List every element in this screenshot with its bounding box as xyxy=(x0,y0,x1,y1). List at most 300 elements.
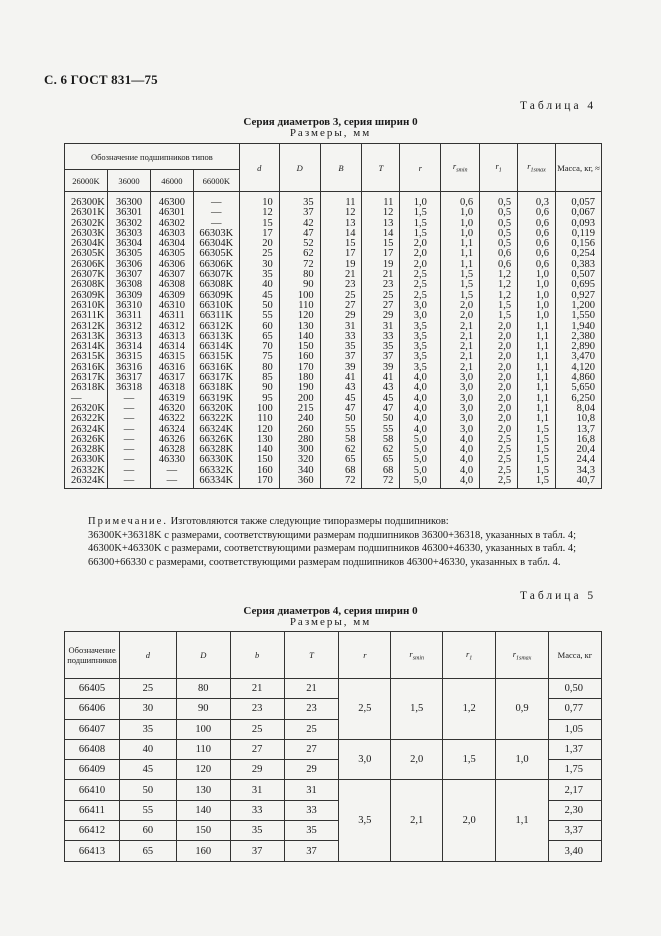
table-cell: — xyxy=(193,219,239,229)
table-cell: 2,30 xyxy=(548,800,601,820)
table-cell: 100 xyxy=(176,719,230,739)
table-cell: 110 xyxy=(279,301,320,311)
table-cell: 41 xyxy=(320,373,362,383)
table-cell: 80 xyxy=(239,363,279,373)
table-cell: 2,890 xyxy=(555,342,601,352)
table-row xyxy=(65,208,602,218)
table-cell: 190 xyxy=(279,383,320,393)
table-cell: 1,1 xyxy=(518,352,556,362)
table-cell: 36310 xyxy=(107,301,150,311)
table-cell: 45 xyxy=(320,394,362,404)
table-cell: 0,695 xyxy=(555,280,601,290)
table-cell: — xyxy=(150,466,193,476)
table-cell: 26313K xyxy=(65,332,108,342)
table-cell: 130 xyxy=(279,322,320,332)
table-cell: 26307K xyxy=(65,270,108,280)
table-cell: 3,5 xyxy=(400,352,441,362)
table-cell: 1,5 xyxy=(480,311,518,321)
table-cell: 0,6 xyxy=(518,208,556,218)
table-cell: 0,6 xyxy=(518,260,556,270)
table-cell: 10,8 xyxy=(555,414,601,424)
table-cell: 66411 xyxy=(65,800,120,820)
table-cell: 34,3 xyxy=(555,466,601,476)
table-cell: 66332K xyxy=(193,466,239,476)
table-cell: 280 xyxy=(279,435,320,445)
table-cell: 55 xyxy=(362,425,400,435)
table-cell: 47 xyxy=(279,229,320,239)
table-cell: 1,550 xyxy=(555,311,601,321)
table-cell: 46315 xyxy=(150,352,193,362)
table-cell: 41 xyxy=(362,373,400,383)
table-cell: 340 xyxy=(279,466,320,476)
table-cell: 23 xyxy=(362,280,400,290)
table-cell: 26308K xyxy=(65,280,108,290)
table-cell: 0,057 xyxy=(555,192,601,209)
table-cell: 36308 xyxy=(107,280,150,290)
table-cell: 5,0 xyxy=(400,455,441,465)
table-cell: — xyxy=(193,208,239,218)
table-cell: 46304 xyxy=(150,239,193,249)
table-cell: 58 xyxy=(362,435,400,445)
table5-header-d: d xyxy=(119,632,176,679)
table-cell: 20 xyxy=(239,239,279,249)
table-cell: 4,0 xyxy=(400,394,441,404)
table-cell: 4,0 xyxy=(441,435,480,445)
table-cell: 1,5 xyxy=(441,280,480,290)
table-cell: 320 xyxy=(279,455,320,465)
table-cell: 130 xyxy=(239,435,279,445)
table5-header-b: b xyxy=(230,632,284,679)
table-cell: 36307 xyxy=(107,270,150,280)
table-cell: 40,7 xyxy=(555,476,601,489)
table-row xyxy=(65,219,602,229)
table-cell: 0,067 xyxy=(555,208,601,218)
table-cell: 2,5 xyxy=(480,455,518,465)
table-cell: 26317K xyxy=(65,373,108,383)
table-cell: 36304 xyxy=(107,239,150,249)
table-cell: 1,5 xyxy=(441,270,480,280)
table-cell: — xyxy=(107,476,150,489)
table-cell: 68 xyxy=(320,466,362,476)
table-cell: 2,5 xyxy=(480,445,518,455)
table-cell: 31 xyxy=(362,322,400,332)
table-cell: 25 xyxy=(239,249,279,259)
table4-header-B: B xyxy=(320,144,362,192)
table-cell: 46311 xyxy=(150,311,193,321)
note-line: 66300+66330 с размерами, соответствующими размерам подшипников 46300+46330, указанных в табл. 4. xyxy=(88,556,561,568)
table-cell: 15 xyxy=(362,239,400,249)
table-cell: 1,1 xyxy=(441,260,480,270)
table-cell: 21 xyxy=(320,270,362,280)
table-cell: 26301K xyxy=(65,208,108,218)
table-cell: 1,5 xyxy=(518,435,556,445)
table-cell: 140 xyxy=(239,445,279,455)
table-row xyxy=(65,383,602,393)
table-cell: 1,5 xyxy=(518,455,556,465)
table-cell: 72 xyxy=(279,260,320,270)
table-cell: 1,0 xyxy=(441,219,480,229)
table-cell: 75 xyxy=(239,352,279,362)
table-cell: 2,0 xyxy=(480,322,518,332)
table-cell: 19 xyxy=(320,260,362,270)
table-cell: 21 xyxy=(362,270,400,280)
table-cell: 1,5 xyxy=(518,476,556,489)
table-cell: 65 xyxy=(320,455,362,465)
table-merged-cell: 2,5 xyxy=(339,679,391,740)
table5-header-T: T xyxy=(284,632,339,679)
table-cell: 35 xyxy=(239,270,279,280)
table-cell: 55 xyxy=(239,311,279,321)
table-cell: 66317K xyxy=(193,373,239,383)
table-cell: 66316K xyxy=(193,363,239,373)
table-cell: 2,5 xyxy=(480,476,518,489)
table-cell: 0,254 xyxy=(555,249,601,259)
table-cell: 85 xyxy=(239,373,279,383)
table-cell: 14 xyxy=(320,229,362,239)
table-cell: 2,0 xyxy=(441,301,480,311)
table-cell: 30 xyxy=(119,699,176,719)
table-cell: 35 xyxy=(362,342,400,352)
table-cell: 66334K xyxy=(193,476,239,489)
table-cell: 240 xyxy=(279,414,320,424)
table-cell: — xyxy=(107,425,150,435)
table-cell: 46302 xyxy=(150,219,193,229)
table-cell: 66315K xyxy=(193,352,239,362)
table-cell: 3,0 xyxy=(400,301,441,311)
table-cell: 0,507 xyxy=(555,270,601,280)
table-cell: 40 xyxy=(119,739,176,759)
table-cell: 21 xyxy=(230,679,284,699)
table-cell: 66410 xyxy=(65,780,120,800)
table4-type-header: 26000K xyxy=(65,170,108,192)
table5 xyxy=(64,631,602,862)
table-cell: 46312 xyxy=(150,322,193,332)
table-cell: 0,383 xyxy=(555,260,601,270)
table-cell: 65 xyxy=(362,455,400,465)
table-cell: 66311K xyxy=(193,311,239,321)
table-cell: 1,1 xyxy=(518,414,556,424)
table-cell: 33 xyxy=(284,800,339,820)
table-cell: 2,0 xyxy=(480,342,518,352)
table4-header-mass: Масса, кг, ≈ xyxy=(555,144,601,192)
table-cell: 60 xyxy=(239,322,279,332)
table-cell: 26324K xyxy=(65,476,108,489)
table-cell: 55 xyxy=(320,425,362,435)
table-cell: 23 xyxy=(320,280,362,290)
table-cell: 65 xyxy=(239,332,279,342)
table-cell: 11 xyxy=(320,192,362,209)
table-cell: 62 xyxy=(320,445,362,455)
table-cell: 66319K xyxy=(193,394,239,404)
table-cell: 25 xyxy=(320,291,362,301)
table-cell: 24,4 xyxy=(555,455,601,465)
table-cell: 58 xyxy=(320,435,362,445)
table-cell: 35 xyxy=(279,192,320,209)
table-cell: 1,1 xyxy=(518,373,556,383)
table-cell: 8,04 xyxy=(555,404,601,414)
table-row xyxy=(65,342,602,352)
table-cell: 3,5 xyxy=(400,332,441,342)
table-cell: 95 xyxy=(239,394,279,404)
table-cell: 13 xyxy=(362,219,400,229)
table-cell: 4,0 xyxy=(400,414,441,424)
table-cell: 2,0 xyxy=(480,363,518,373)
table-cell: 36315 xyxy=(107,352,150,362)
table-cell: 1,0 xyxy=(518,280,556,290)
table-row xyxy=(65,291,602,301)
table-cell: 90 xyxy=(239,383,279,393)
table-cell: 47 xyxy=(320,404,362,414)
table-cell: 130 xyxy=(176,780,230,800)
table-cell: 1,2 xyxy=(480,291,518,301)
table-cell: 55 xyxy=(119,800,176,820)
table4-header-d: d xyxy=(239,144,279,192)
table-cell: 66412 xyxy=(65,821,120,841)
table-cell: 2,0 xyxy=(400,239,441,249)
table-cell: 1,5 xyxy=(480,301,518,311)
table-cell: — xyxy=(107,414,150,424)
table-cell: 36313 xyxy=(107,332,150,342)
table4-header-r1smax: $r_{1smax}$ xyxy=(518,144,556,192)
table-cell: 31 xyxy=(284,780,339,800)
table-cell: 5,0 xyxy=(400,476,441,489)
table-row xyxy=(65,301,602,311)
table-cell: 27 xyxy=(362,301,400,311)
table-merged-cell: 3,0 xyxy=(339,739,391,780)
table-cell: 150 xyxy=(239,455,279,465)
table-cell: 50 xyxy=(239,301,279,311)
table-cell: 26304K xyxy=(65,239,108,249)
table-cell: 0,119 xyxy=(555,229,601,239)
table-cell: 25 xyxy=(119,679,176,699)
table-cell: 2,1 xyxy=(441,352,480,362)
table-cell: 39 xyxy=(320,363,362,373)
table-cell: 3,0 xyxy=(441,373,480,383)
table-cell: 2,0 xyxy=(480,414,518,424)
note-intro: Изготовляются также следующие типоразмеры подшипников: xyxy=(167,516,449,527)
table-cell: 3,0 xyxy=(441,383,480,393)
table-cell: 20,4 xyxy=(555,445,601,455)
table-cell: 0,5 xyxy=(480,192,518,209)
table-cell: 3,37 xyxy=(548,821,601,841)
table-cell: 46307 xyxy=(150,270,193,280)
table-cell: 36309 xyxy=(107,291,150,301)
table-merged-cell: 3,5 xyxy=(339,780,391,861)
table-cell: 1,1 xyxy=(518,383,556,393)
table-cell: 1,1 xyxy=(518,394,556,404)
table-cell: 3,0 xyxy=(441,404,480,414)
table-cell: 52 xyxy=(279,239,320,249)
table-cell: 46317 xyxy=(150,373,193,383)
table-cell: 4,0 xyxy=(400,425,441,435)
table-cell: 1,37 xyxy=(548,739,601,759)
table-cell: 43 xyxy=(320,383,362,393)
table-cell: 12 xyxy=(320,208,362,218)
table-cell: 0,77 xyxy=(548,699,601,719)
table-cell: 39 xyxy=(362,363,400,373)
table-cell: 30 xyxy=(239,260,279,270)
table-cell: 36314 xyxy=(107,342,150,352)
table-cell: 2,0 xyxy=(480,373,518,383)
table-cell: 66304K xyxy=(193,239,239,249)
table-cell: — xyxy=(65,394,108,404)
table-row xyxy=(65,192,602,209)
table-cell: — xyxy=(193,192,239,209)
table-cell: 26305K xyxy=(65,249,108,259)
table-cell: 23 xyxy=(230,699,284,719)
note-heading: Примечание. xyxy=(88,516,168,527)
table-cell: 90 xyxy=(176,699,230,719)
table-cell: 46310 xyxy=(150,301,193,311)
table4 xyxy=(64,143,602,489)
table-cell: 1,0 xyxy=(441,229,480,239)
table-cell: 37 xyxy=(230,841,284,861)
table-cell: 66303K xyxy=(193,229,239,239)
table-cell: — xyxy=(107,466,150,476)
table-cell: 46309 xyxy=(150,291,193,301)
table-cell: 66306K xyxy=(193,260,239,270)
table-cell: 180 xyxy=(279,373,320,383)
table-cell: 40 xyxy=(239,280,279,290)
table-cell: 66318K xyxy=(193,383,239,393)
page-header: С. 6 ГОСТ 831—75 xyxy=(44,72,158,87)
table-cell: 45 xyxy=(239,291,279,301)
table-cell: 26306K xyxy=(65,260,108,270)
table-cell: 17 xyxy=(320,249,362,259)
table-merged-cell: 1,5 xyxy=(391,679,443,740)
table-cell: 2,5 xyxy=(400,291,441,301)
table-cell: 46308 xyxy=(150,280,193,290)
table-cell: 0,50 xyxy=(548,679,601,699)
table-cell: 110 xyxy=(239,414,279,424)
table4-subtitle: Размеры, мм xyxy=(289,127,372,139)
table-cell: 0,5 xyxy=(480,239,518,249)
table-cell: 26312K xyxy=(65,322,108,332)
table-cell: 3,5 xyxy=(400,322,441,332)
table-row xyxy=(65,249,602,259)
table5-subtitle: Размеры, мм xyxy=(289,616,372,628)
table-cell: 1,1 xyxy=(441,249,480,259)
table5-header-r: r xyxy=(339,632,391,679)
table-row xyxy=(65,739,602,759)
table-cell: 46328 xyxy=(150,445,193,455)
table-cell: 26302K xyxy=(65,219,108,229)
table-cell: 26315K xyxy=(65,352,108,362)
table-merged-cell: 1,1 xyxy=(496,780,549,861)
table-cell: 160 xyxy=(279,352,320,362)
table-cell: 46322 xyxy=(150,414,193,424)
table-row xyxy=(65,260,602,270)
table-cell: 26311K xyxy=(65,311,108,321)
table-cell: 66322K xyxy=(193,414,239,424)
table-merged-cell: 1,2 xyxy=(443,679,496,740)
table-row xyxy=(65,322,602,332)
table-cell: 46324 xyxy=(150,425,193,435)
table-row xyxy=(65,229,602,239)
table-row xyxy=(65,404,602,414)
table-cell: 1,2 xyxy=(480,270,518,280)
table-cell: 46300 xyxy=(150,192,193,209)
table-cell: 66314K xyxy=(193,342,239,352)
table-cell: 26332K xyxy=(65,466,108,476)
table-cell: 2,0 xyxy=(480,332,518,342)
table-row xyxy=(65,780,602,800)
table-cell: 0,5 xyxy=(480,219,518,229)
table-cell: 36300 xyxy=(107,192,150,209)
note-line: 36300K+36318K с размерами, соответствующими размерам подшипников 36300+36318, указанных в табл. 4; xyxy=(88,529,577,541)
table4-number: Таблица 4 xyxy=(520,100,597,112)
table4-title: Серия диаметров 3, серия ширин 0 xyxy=(243,116,418,128)
table-cell: 4,860 xyxy=(555,373,601,383)
table-cell: 1,2 xyxy=(480,280,518,290)
table-cell: 66328K xyxy=(193,445,239,455)
table-cell: 50 xyxy=(362,414,400,424)
table-cell: 35 xyxy=(119,719,176,739)
table5-header-D: D xyxy=(176,632,230,679)
table-cell: 1,05 xyxy=(548,719,601,739)
table-cell: 66407 xyxy=(65,719,120,739)
table-cell: 29 xyxy=(320,311,362,321)
table-cell: 11 xyxy=(362,192,400,209)
table-row xyxy=(65,455,602,465)
table-cell: 25 xyxy=(230,719,284,739)
table-cell: 2,1 xyxy=(441,332,480,342)
table5-title: Серия диаметров 4, серия ширин 0 xyxy=(243,605,418,617)
table-cell: 0,3 xyxy=(518,192,556,209)
table-cell: 140 xyxy=(279,332,320,342)
table-cell: 26320K xyxy=(65,404,108,414)
table-cell: 46319 xyxy=(150,394,193,404)
table-merged-cell: 2,0 xyxy=(391,739,443,780)
table-cell: 1,5 xyxy=(441,291,480,301)
table-cell: 1,1 xyxy=(518,332,556,342)
table-cell: 4,0 xyxy=(441,445,480,455)
table4-header-r1: $r_1$ xyxy=(480,144,518,192)
table-cell: 27 xyxy=(320,301,362,311)
table-cell: 27 xyxy=(230,739,284,759)
table-cell: 215 xyxy=(279,404,320,414)
table-merged-cell: 0,9 xyxy=(496,679,549,740)
table-cell: 140 xyxy=(176,800,230,820)
table-cell: 15 xyxy=(320,239,362,249)
table-cell: 2,0 xyxy=(480,352,518,362)
table-row xyxy=(65,414,602,424)
table-cell: 15 xyxy=(239,219,279,229)
table-merged-cell: 1,0 xyxy=(496,739,549,780)
table-cell: 13 xyxy=(320,219,362,229)
table-cell: 17 xyxy=(362,249,400,259)
table-row xyxy=(65,476,602,489)
table5-header-designation: Обозначение подшипников xyxy=(65,632,120,679)
table-cell: 12 xyxy=(239,208,279,218)
table-cell: 2,0 xyxy=(480,394,518,404)
table-cell: 25 xyxy=(362,291,400,301)
table-cell: 25 xyxy=(284,719,339,739)
table-cell: 2,1 xyxy=(441,363,480,373)
table-cell: 360 xyxy=(279,476,320,489)
table-row xyxy=(65,352,602,362)
table4-header-r-smin: $r_{smin}$ xyxy=(441,144,480,192)
table-cell: 2,0 xyxy=(480,383,518,393)
table-cell: 66330K xyxy=(193,455,239,465)
table-cell: 1,0 xyxy=(400,192,441,209)
table-cell: 66408 xyxy=(65,739,120,759)
table-cell: 14 xyxy=(362,229,400,239)
table4-type-header: 46000 xyxy=(150,170,193,192)
table-cell: 66312K xyxy=(193,322,239,332)
table-row xyxy=(65,679,602,699)
table-cell: 36318 xyxy=(107,383,150,393)
